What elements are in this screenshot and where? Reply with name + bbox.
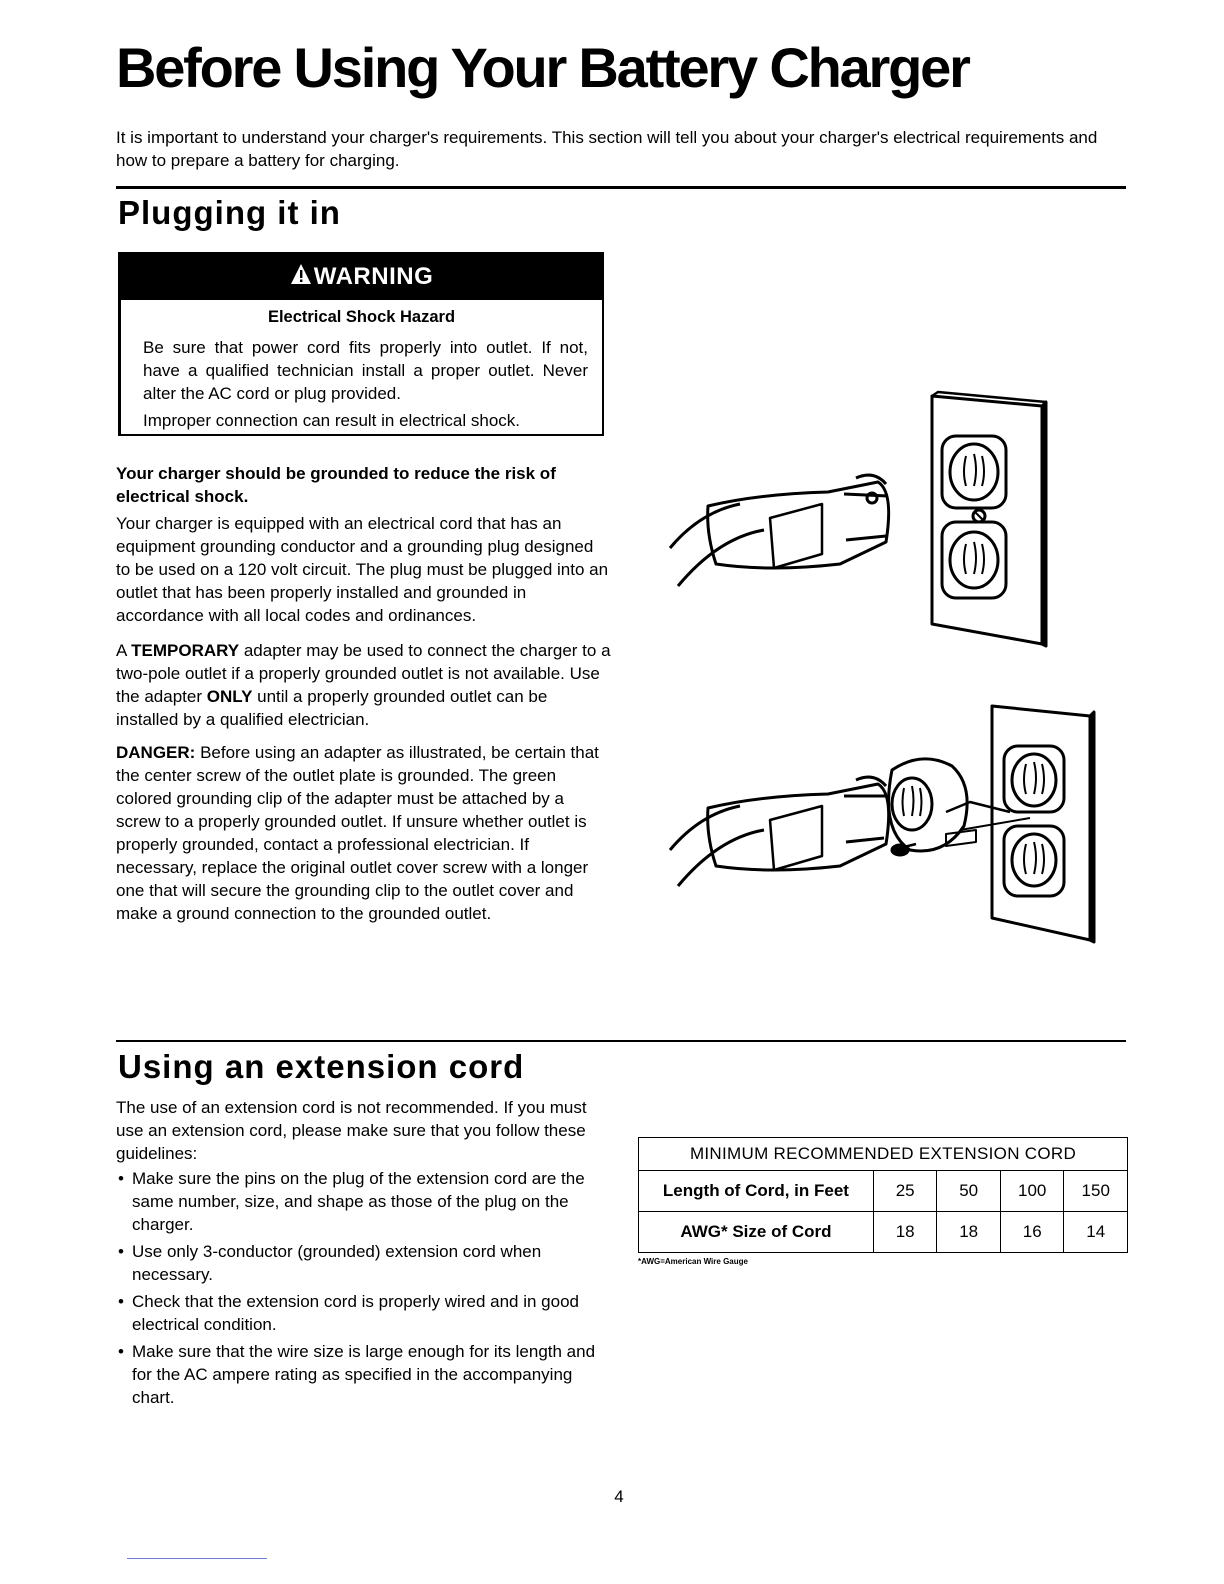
plugging-body bbox=[116, 462, 612, 925]
warning-box bbox=[118, 252, 604, 436]
extension-cord-table bbox=[638, 1137, 1128, 1266]
guideline-item: • Use only 3-conductor (grounded) extension cord when necessary. bbox=[118, 1242, 542, 1284]
awg-cell: 16 bbox=[1000, 1212, 1064, 1253]
table-row-awg bbox=[639, 1212, 1128, 1253]
warning-banner bbox=[121, 254, 602, 300]
length-cell: 150 bbox=[1064, 1171, 1128, 1212]
extension-guidelines bbox=[116, 1167, 616, 1409]
danger-paragraph: DANGER: Before using an adapter as illustrated, be certain that the center screw of the outlet plate is grounded. The green colored grounding clip of the adapter must be attached by a screw to a properly grounded outlet. If unsure whether outlet is properly grounded, contact a professional electrician. If necessary, replace the original outlet cover screw with a longer one that will secure the grounding clip to the outlet cover and make a ground connection to the grounded outlet. bbox=[116, 743, 599, 923]
table-row-length bbox=[639, 1171, 1128, 1212]
adapter-paragraph: A TEMPORARY adapter may be used to connect the charger to a two-pole outlet if a properly grounded outlet is not available. Use the adapter ONLY until a properly grounded outlet can be installed by a qualified electrician. bbox=[116, 641, 611, 729]
warning-text-1: Be sure that power cord fits properly into outlet. If not, have a qualified technician install a proper outlet. Never alter the AC cord or plug provided. bbox=[143, 338, 588, 403]
row-label-awg: AWG* Size of Cord bbox=[639, 1212, 874, 1253]
section-divider bbox=[116, 186, 1126, 189]
warning-label: WARNING bbox=[313, 263, 434, 290]
length-cell: 50 bbox=[937, 1171, 1001, 1212]
length-cell: 100 bbox=[1000, 1171, 1064, 1212]
guideline-item: • Check that the extension cord is properly wired and in good electrical condition. bbox=[118, 1292, 579, 1334]
warning-text bbox=[143, 336, 588, 432]
adapter-outlet-illustration bbox=[660, 700, 1100, 948]
guideline-item: • Make sure that the wire size is large enough for its length and for the AC ampere rating as specified in the accompanying chart. bbox=[118, 1342, 596, 1407]
grounding-paragraph: Your charger is equipped with an electrical cord that has an equipment grounding conductor and a grounding plug designed to be used on a 120 volt circuit. The plug must be plugged into an outlet that has been properly installed and grounded in accordance with all local codes and ordinances. bbox=[116, 514, 609, 625]
awg-cell: 18 bbox=[873, 1212, 937, 1253]
grounded-lead: Your charger should be grounded to reduce the risk of electrical shock. bbox=[116, 464, 556, 506]
section-divider-2 bbox=[116, 1040, 1126, 1042]
table-footnote: *AWG=American Wire Gauge bbox=[638, 1257, 748, 1266]
warning-hazard-title: Electrical Shock Hazard bbox=[267, 308, 456, 326]
awg-cell: 18 bbox=[937, 1212, 1001, 1253]
row-label-length: Length of Cord, in Feet bbox=[639, 1171, 874, 1212]
extension-intro: The use of an extension cord is not recommended. If you must use an extension cord, please make sure that you follow these guidelines: bbox=[116, 1098, 587, 1163]
cord-table bbox=[638, 1170, 1128, 1253]
section-heading-extension: Using an extension cord bbox=[118, 1048, 525, 1085]
page-title: Before Using Your Battery Charger bbox=[116, 36, 969, 99]
bottom-rule bbox=[127, 1558, 267, 1559]
guideline-item: • Make sure the pins on the plug of the extension cord are the same number, size, and shape as those of the plug on the charger. bbox=[118, 1169, 585, 1234]
page-number: 4 bbox=[614, 1487, 624, 1506]
length-cell: 25 bbox=[873, 1171, 937, 1212]
table-caption: MINIMUM RECOMMENDED EXTENSION CORD bbox=[638, 1137, 1128, 1170]
warning-triangle-icon bbox=[290, 263, 312, 292]
grounded-plug-outlet-illustration bbox=[660, 388, 1060, 650]
section-heading-plugging: Plugging it in bbox=[118, 194, 341, 231]
intro-paragraph: It is important to understand your charger's requirements. This section will tell you about your charger's electrical requirements and how to prepare a battery for charging. bbox=[116, 128, 1098, 170]
warning-text-2: Improper connection can result in electrical shock. bbox=[143, 411, 521, 430]
extension-body bbox=[116, 1096, 616, 1413]
awg-cell: 14 bbox=[1064, 1212, 1128, 1253]
